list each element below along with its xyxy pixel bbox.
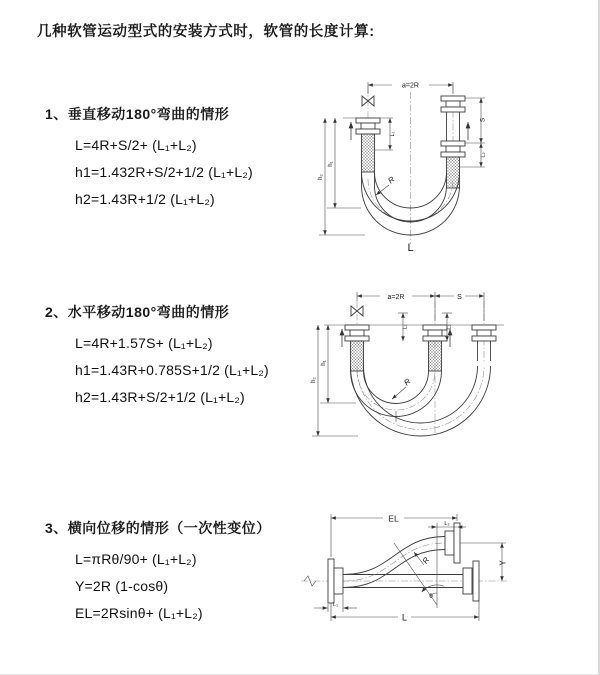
diagram-horizontal-180-bend xyxy=(306,283,576,463)
length-label: L xyxy=(407,242,414,254)
diagram-vertical-180-bend xyxy=(313,72,573,264)
dim-s xyxy=(435,291,484,301)
left-flange xyxy=(328,559,343,603)
formula-line: h1=1.432R+S/2+1/2 (L₁+L₂) xyxy=(75,164,253,180)
dim-label-s: S xyxy=(479,117,487,123)
left-hose-braid xyxy=(362,134,375,172)
dim-label-l1: L₁ xyxy=(333,602,338,608)
formula-line: h2=1.43R+1/2 (L₁+L₂) xyxy=(75,191,215,207)
dim-label-y: Y xyxy=(498,560,508,566)
angle-construction xyxy=(394,535,444,608)
left-flange xyxy=(356,118,380,134)
angle-label: θ xyxy=(429,593,433,600)
radius-callout xyxy=(392,377,413,399)
radius-label: R xyxy=(420,555,432,566)
right-flange-shifted xyxy=(472,325,496,341)
radius-label: R xyxy=(386,174,397,186)
dim-label-l1: L₁ xyxy=(402,324,409,330)
dim-a-2r xyxy=(368,80,453,95)
dim-label-h2: h₂ xyxy=(311,377,317,383)
dim-label-a2r: a=2R xyxy=(387,294,405,301)
dim-label-el: EL xyxy=(388,513,399,524)
left-hose-braid xyxy=(351,341,364,371)
formula-line: Y=2R (1-cosθ) xyxy=(75,578,169,594)
dim-label-l2: L₂ xyxy=(480,152,487,158)
formula-line: EL=2Rsinθ+ (L₁+L₂) xyxy=(75,605,203,621)
dim-label-s: S xyxy=(457,294,462,301)
section-1-heading: 1、垂直移动180°弯曲的情形 xyxy=(45,106,230,122)
dim-label-h1: h₁ xyxy=(328,161,334,167)
upper-flange-displaced xyxy=(445,523,460,563)
radius-label: R xyxy=(402,376,413,388)
formula-line: L=4R+1.57S+ (L₁+L₂) xyxy=(75,335,213,351)
middle-flange xyxy=(423,325,447,341)
right-hose-braid xyxy=(447,157,460,188)
dim-label-h2: h₂ xyxy=(318,174,324,180)
middle-hose-braid xyxy=(429,341,442,371)
dim-l xyxy=(331,599,479,624)
formula-line: h1=1.43R+0.785S+1/2 (L₁+L₂) xyxy=(75,362,269,378)
section-2-formulas xyxy=(45,330,269,411)
section-1-formulas xyxy=(45,132,253,213)
section-lateral-displacement xyxy=(45,518,271,627)
radius-callout xyxy=(414,552,431,566)
dim-label-l2: L₂ xyxy=(444,521,450,527)
dim-l1 xyxy=(398,313,409,341)
formula-line: h2=1.43R+S/2+1/2 (L₁+L₂) xyxy=(75,389,245,405)
section-2-heading: 2、水平移动180°弯曲的情形 xyxy=(45,304,230,320)
page-title: 几种软管运动型式的安装方式时，软管的长度计算: xyxy=(37,24,375,40)
formula-line: L=πRθ/90+ (L₁+L₂) xyxy=(75,551,197,567)
dim-el xyxy=(331,512,457,557)
dim-label-l: L xyxy=(401,612,408,624)
dim-l1 xyxy=(314,595,357,612)
right-flange xyxy=(463,561,479,601)
left-flange xyxy=(345,325,369,341)
centerlines xyxy=(368,86,453,244)
dim-label-a2r: a=2R xyxy=(402,82,419,90)
dim-label-l2: L₂ xyxy=(446,324,453,330)
section-vertical-move xyxy=(45,104,253,213)
diagram-lateral-displacement xyxy=(297,505,597,655)
dim-h2 xyxy=(318,118,365,235)
section-horizontal-move xyxy=(45,302,269,411)
section-3-formulas xyxy=(45,546,271,627)
dim-label-l1: L₁ xyxy=(390,131,396,137)
dim-label-h1: h₁ xyxy=(321,360,327,366)
section-3-heading: 3、横向位移的情形（一次性变位） xyxy=(45,520,271,536)
right-flange-lower xyxy=(441,141,465,157)
centerlines xyxy=(357,301,484,433)
right-flange-upper xyxy=(441,96,465,112)
radius-callout xyxy=(376,175,397,195)
formula-line: L=4R+S/2+ (L₁+L₂) xyxy=(75,137,197,153)
